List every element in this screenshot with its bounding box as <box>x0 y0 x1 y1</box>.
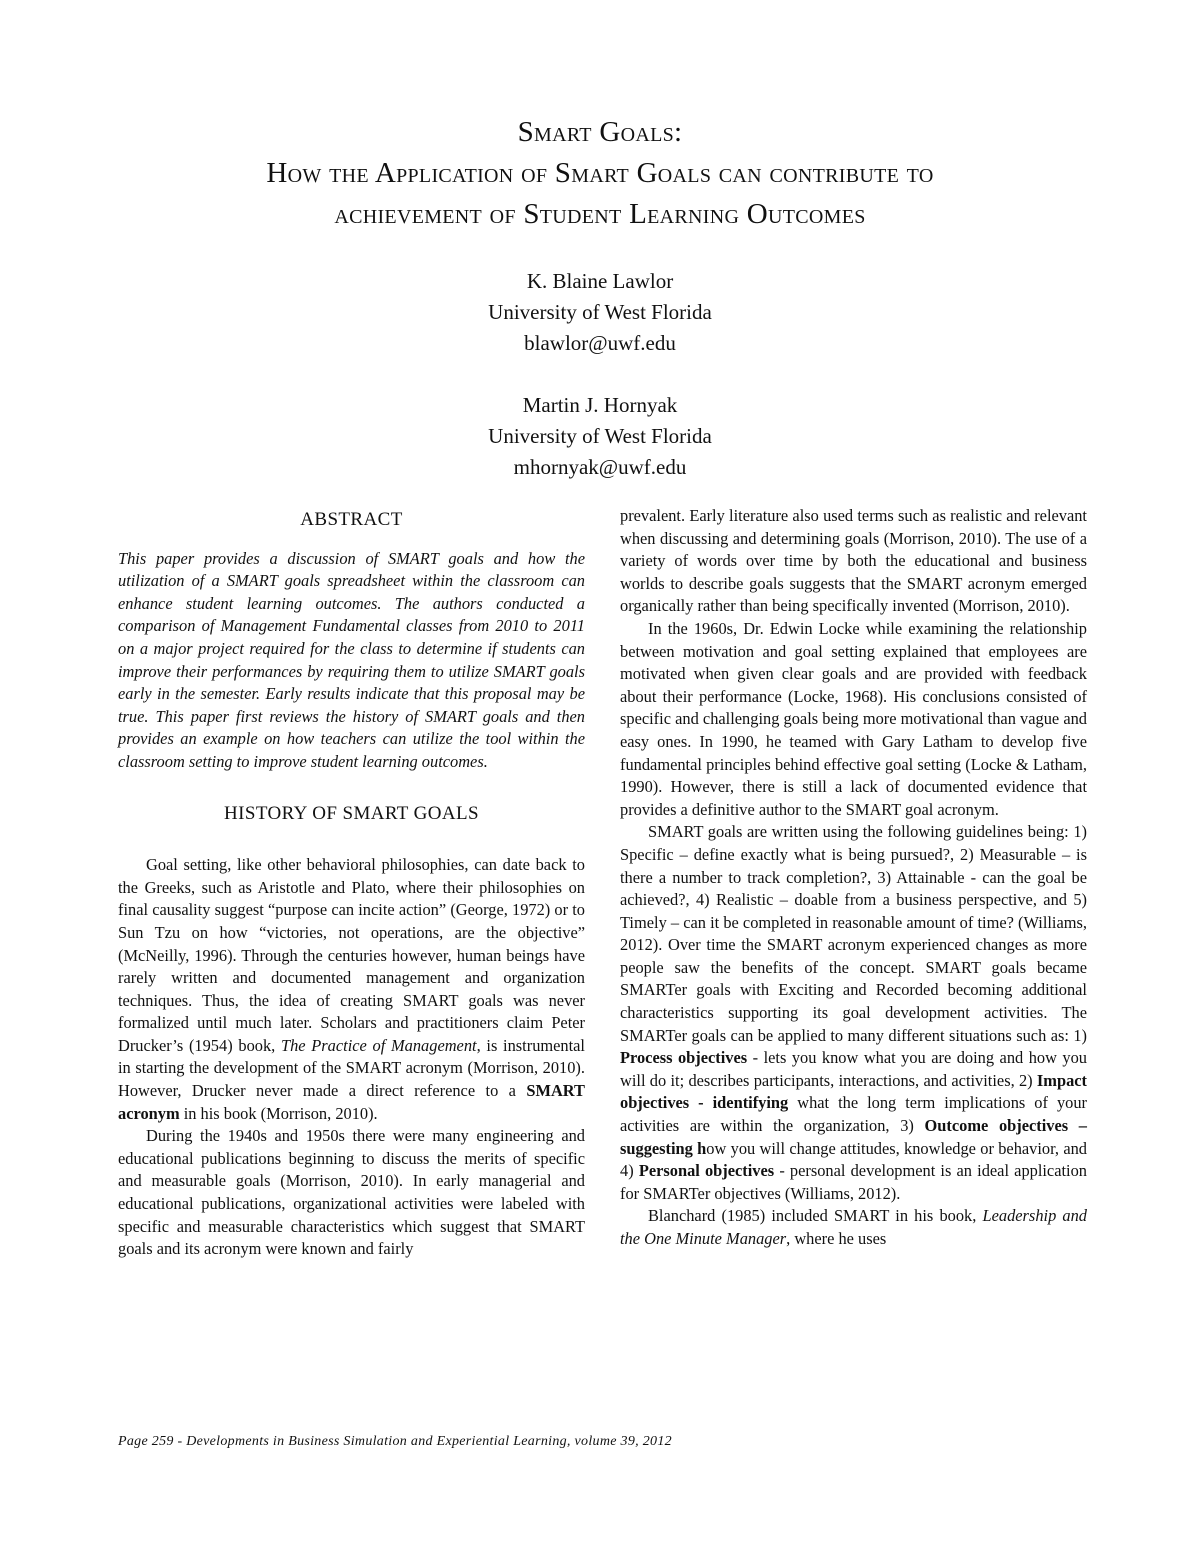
author-name: K. Blaine Lawlor <box>526 269 674 293</box>
page-footer: Page 259 - Developments in Business Simulation and Experiential Learning, volume 39, 2012 <box>118 1434 672 1449</box>
history-paragraph-2: During the 1940s and 1950s there were many engineering and educational publications beginning to discuss the merits of specific and measurable goals (Morrison, 2010). In early managerial and educational publications, organizational activities were labeled with specific and measurable characteristics which suggest that SMART goals and its acronym were known and fairly <box>118 1126 585 1259</box>
text-run: , is instrumental in starting the development of the SMART acronym (Morrison, 2010). However, Drucker never made a direct reference to a <box>118 1035 585 1101</box>
abstract-text: This paper provides a discussion of SMART goals and how the utilization of a SMART goals spreadsheet within the classroom can enhance student learning outcomes. The authors conducted a comparison of Management Fundamental classes from 2010 to 2011 on a major project required for the class to determine if students can improve their performances by requiring them to utilize SMART goals early in the semester. Early results indicate that this proposal may be true. This paper first reviews the history of SMART goals and then provides an example on how teachers can utilize the tool within the classroom setting to improve student learning outcomes. <box>118 548 585 771</box>
abstract-heading: ABSTRACT <box>300 509 403 530</box>
author-list <box>0 266 1200 483</box>
bold-term: Impact objectives - identifying <box>620 1070 1087 1113</box>
right-paragraph-0: prevalent. Early literature also used terms such as realistic and relevant when discussing and determining goals (Morrison, 2010). The use of a variety of words over time by both the educational and business worlds to describe goals suggests that the SMART acronym emerged organically rather than being specifically invented (Morrison, 2010). <box>620 506 1087 616</box>
right-paragraph-3 <box>620 1205 1087 1250</box>
text-run: Goal setting, like other behavioral philosophies, can date back to the Greeks, such as Aristotle and Plato, where their philosophies on final causality suggest “purpose can incite action” (George, 1972) or to Sun Tzu on how “victories, not operations, are the objective” (McNeilly, 1996). Through the centuries however, human beings have rarely written and documented management and organization techniques. Thus, the idea of creating SMART goals was never formalized until much later. Scholars and practitioners claim Peter Drucker’s (1954) book, <box>118 855 585 1055</box>
text-run: - lets you know what you are doing and how you will do it; describes participants, interactions, and activities, 2) <box>620 1048 1087 1090</box>
text-run: Blanchard (1985) included SMART in his book, <box>648 1206 983 1226</box>
left-column <box>118 505 585 1261</box>
right-paragraph-2 <box>620 821 1087 1205</box>
author-2 <box>0 390 1200 483</box>
bold-term: Process objectives <box>620 1048 748 1068</box>
author-email: mhornyak@uwf.edu <box>513 455 687 479</box>
right-paragraph-1: In the 1960s, Dr. Edwin Locke while examining the relationship between motivation and goal setting explained that employees are motivated when given clear goals and are provided with feedback about their performance (Locke, 1968). His conclusions consisted of specific and challenging goals being more motivational than vague and easy ones. In 1990, he teamed with Gary Latham to develop five fundamental principles behind effective goal setting (Locke & Latham, 1990). However, there is still a lack of documented evidence that provides a definitive author to the SMART goal acronym. <box>620 618 1087 819</box>
author-affiliation: University of West Florida <box>488 424 712 448</box>
paper-title <box>0 112 1200 235</box>
text-run: SMART goals are written using the following guidelines being: 1) Specific – define exactly what is being pursued?, 2) Measurable – is there a number to track completion?, 3) Attainable - can the goal be achieved?, 4) Realistic – doable from a business perspective, and 5) Timely – can it be completed in reasonable amount of time? (Williams, 2012). Over time the SMART acronym experienced changes as more people saw the benefits of the concept. SMART goals became SMARTer goals with Exciting and Recorded becoming additional characteristics supporting its goal development activities. The SMARTer goals can be applied to many different situations such as: 1) <box>620 822 1087 1045</box>
text-run: , where he uses <box>786 1229 887 1248</box>
bold-term: SMART acronym <box>118 1081 585 1123</box>
author-email: blawlor@uwf.edu <box>524 331 676 355</box>
history-paragraph-1 <box>118 854 585 1125</box>
text-run: what the long term implications of your activities are within the organization, 3) <box>620 1093 1087 1136</box>
title-line-3: achievement of Student Learning Outcomes <box>334 198 866 230</box>
history-heading: HISTORY OF SMART GOALS <box>224 802 479 824</box>
title-line-1: Smart Goals: <box>517 116 683 148</box>
author-name: Martin J. Hornyak <box>522 393 678 417</box>
bold-term: Outcome objectives – suggesting h <box>620 1116 1087 1158</box>
text-run: in his book (Morrison, 2010). <box>179 1103 378 1123</box>
right-column <box>620 505 1087 1251</box>
title-line-2: How the Application of Smart Goals can contribute to <box>266 157 934 189</box>
bold-term: Personal objectives <box>638 1161 775 1181</box>
author-1 <box>0 266 1200 359</box>
book-title: The Practice of Management <box>280 1035 477 1055</box>
book-title: Leadership and the One Minute Manager <box>620 1206 1087 1248</box>
text-run: - personal development is an ideal application for SMARTer objectives (Williams, 2012). <box>620 1161 1087 1203</box>
author-affiliation: University of West Florida <box>488 300 712 324</box>
text-run: ow you will change attitudes, knowledge or behavior, and 4) <box>620 1138 1087 1181</box>
